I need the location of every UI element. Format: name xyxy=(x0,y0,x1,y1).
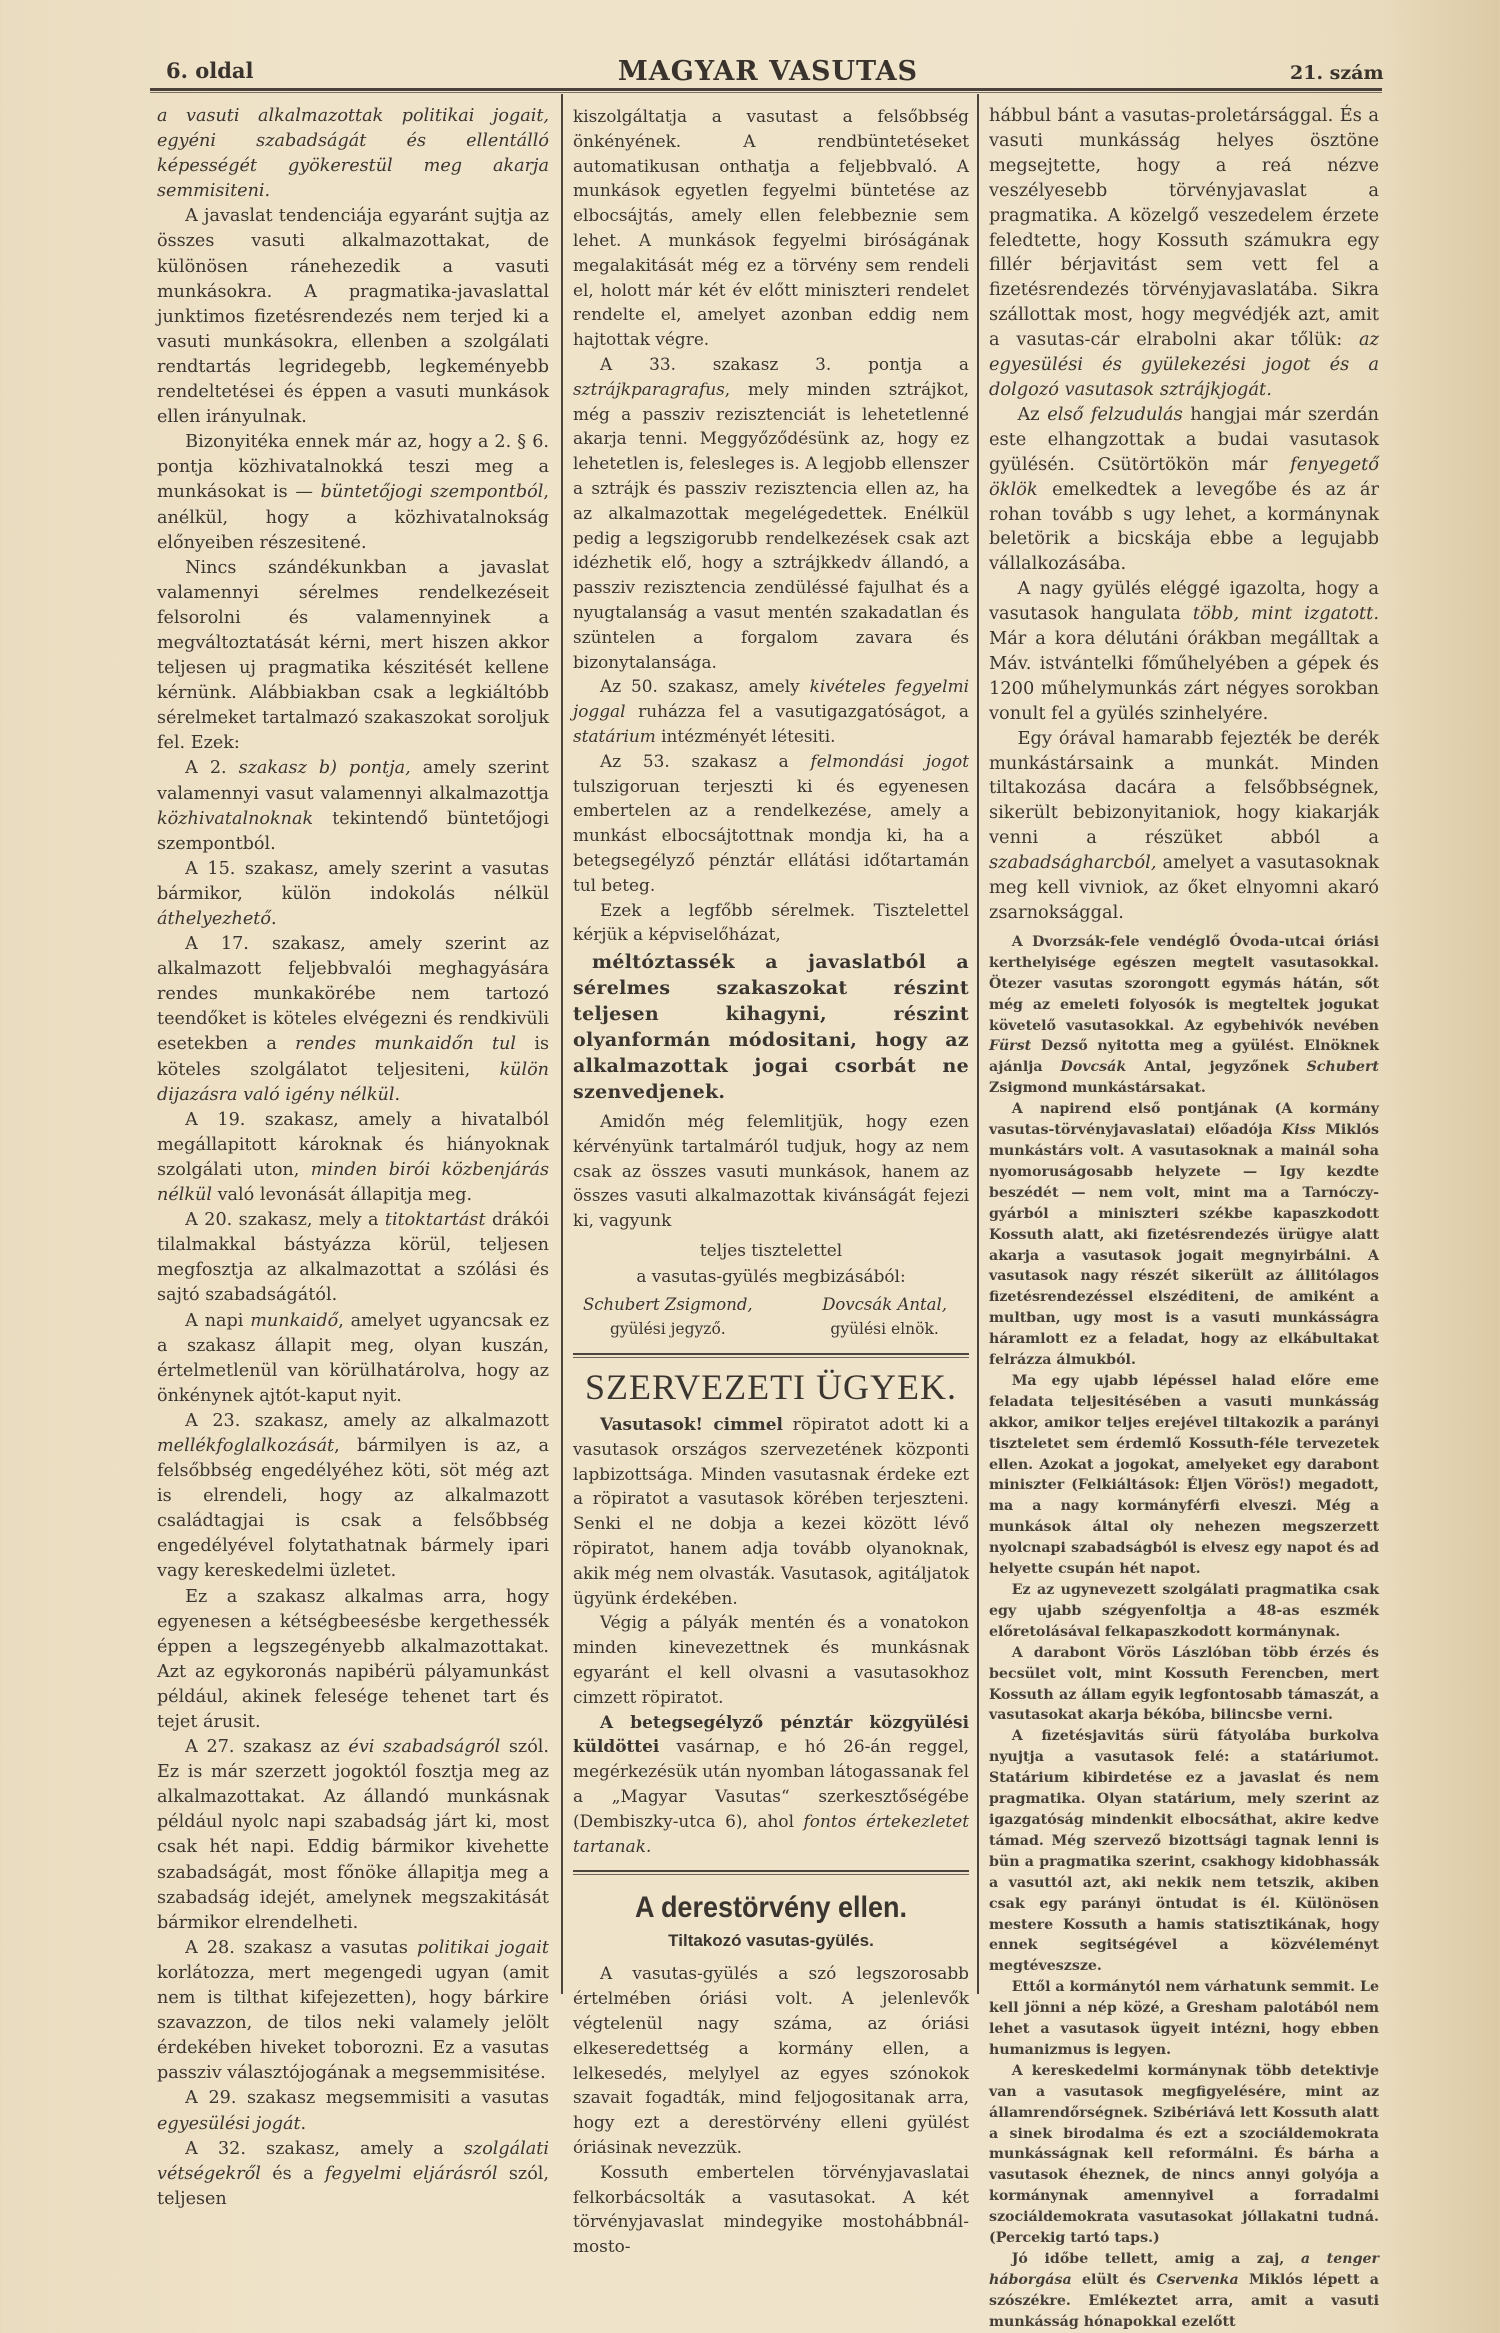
text-run: drákói tilalmakkal bástyázza körül, teljesen megfosztja az alkalmazottat a szólási és sajtó szabadságától. xyxy=(157,1210,549,1306)
signature xyxy=(583,1293,753,1341)
text-run: A 15. szakasz, amely szerint a vasutas bármikor, külön indokolás nélkül xyxy=(157,858,549,904)
italic-run: külön dijazásra való igény nélkül xyxy=(157,1059,549,1105)
italic-run: több, mint izgatott. xyxy=(1192,603,1379,625)
paragraph xyxy=(989,727,1379,926)
text-run: intézményét létesiti. xyxy=(655,725,836,746)
text-run: Antal, jegyzőnek xyxy=(1126,1059,1307,1076)
italic-run: áthelyezhető xyxy=(157,909,271,929)
text-run: tulszigoruan terjeszti ki és egyenesen embertelen az a rendelkezése, amely a munkást elbocsájtottnak mondja ki, ha a betegsegélyző pénztár ellátási időtartamán tul beteg. xyxy=(573,775,969,895)
section-title-org-matters: SZERVEZETI ÜGYEK. xyxy=(584,1367,958,1408)
italic-run: szolgálati vétségekről xyxy=(157,2138,549,2184)
paragraph xyxy=(157,1936,549,2087)
signature-name: Schubert Zsigmond, xyxy=(583,1295,753,1315)
text-run: korlátozza, mert megengedi ugyan (amit nem is tilthat kifejezetten), hogy bárkire szavazzon, de tilos neki valamely jelölt érdekében hiveket toborozni. Ez a vasutas passziv választójogának a megsemmisitése. xyxy=(157,1962,549,2084)
text-run: A 17. szakasz, amely szerint az alkalmazott feljebbvalói meghagyására rendes munkakörébe nem tartozó teendőket is köteles elvégezni és rendkivüli esetekben a xyxy=(157,934,549,1055)
text-run: Ma egy ujabb lépéssel halad előre eme feladata teljesitésében a vasuti munkásság akkor, amikor teljes erejével tiltakozik a parányi tiszteletet sem érdemlő Kossuth-féle tervezetek ellen. Azokat a jogokat, amelyeket egy darabont miniszter (Felkiáltások: Éljen Vörös!) megadott, ma a nagy kormányférfi elveszi. Még a munkások által oly nehezen megszerzett nyolcnapi szabadságból is elvesz egy napot és ad helyette csupán hét napot. xyxy=(989,1372,1379,1578)
text-run: Dezső nyitotta meg a gyülést. Elnöknek ajánlja xyxy=(989,1038,1379,1076)
text-run: Az xyxy=(1017,403,1048,425)
text-run: szól. Ez is már szerzett jogoktól fosztja meg az alkalmazottakat. Az állandó munkásnak például nyolc napi szabadság járt ki, most csak hét napi. Eddig bármikor kivehette szabadságát, most főnöke állapitja meg a szabadság idejét, amelynek megszakitását bármikor elrendelheti. xyxy=(157,1737,549,1933)
text-run: , mely minden sztrájkot, még a passziv rezisztenciát is lehetetlenné akarja tenni. Meggyőződésünk az, hogy ez lehetetlen is, felesleges is. A legjobb ellenszer a sztrájk és passziv rezisztencia ellen az, ha az alkalmazottak megelégedettek. Enélkül pedig a legszigorubb rendelkezések csak azt idézhetik elő, hogy a sztrájkkedv állandó, a passziv rezisztencia zendüléssé fajulhat és a nyugtalanság a vasut mentén szakadatlan és szüntelen a forgalom zavara és bizonytalansága. xyxy=(573,378,969,672)
text-run: A darabont Vörös Lászlóban több érzés és becsület volt, mint Kossuth Ferencben, mert Kossuth az állam egyik legfontosabb támaszát, a vasutasokat akarja békóba, bilincsbe verni. xyxy=(989,1644,1379,1724)
italic-run: egyesülési jogát xyxy=(157,2113,301,2134)
paragraph xyxy=(157,204,549,430)
org-paragraphs xyxy=(573,1412,969,1858)
italic-run: Kiss xyxy=(1281,1122,1316,1139)
closing-salutation: teljes tisztelettel xyxy=(699,1240,843,1261)
italic-run: fenyegető öklök xyxy=(989,453,1379,500)
paragraph xyxy=(573,949,969,1105)
paragraph xyxy=(573,1961,969,2159)
text-run: elült és xyxy=(1071,2271,1157,2288)
text-run: Miklós lépett a szószékre. Emlékeztet arra, amit a vasuti munkásság hónapokkal ezelőtt xyxy=(989,2271,1379,2330)
column-divider xyxy=(561,94,563,1994)
paragraph xyxy=(157,1208,549,1308)
text-run: való levonását állapitja meg. xyxy=(212,1185,473,1206)
text-run: Kossuth embertelen törvényjavaslatai felkorbácsolták a vasutasokat. A két törvényjavaslat mindegyike mostohábbnál-mosto- xyxy=(573,2161,969,2257)
paragraph xyxy=(157,857,549,932)
text-run: , anélkül, hogy a közhivatalnokság előnyeiben részesitené. xyxy=(157,482,549,553)
text-run: A napirend első pontjának (A kormány vasutas-törvényjavaslatai) előadója xyxy=(989,1101,1379,1139)
paragraph xyxy=(989,1643,1379,1727)
text-run: A Dvorzsák-fele vendéglő Óvoda-utcai óriási kerthelyisége egészen megtelt vasutasokkal. Ötezer vasutas szorongott egymás hátán, sőt még az emeleti folyosók is megteltek jogukat követelő vasutasokkal. Az egybehivók nevében xyxy=(989,933,1379,1034)
italic-run: évi szabadságról xyxy=(348,1737,501,1758)
text-run: , amelyet ugyancsak ez a szakasz állapit meg, olyan kuszán, értelmetlenül van körülhatárolva, hogy az önkénynek ajtót-kaput nyit. xyxy=(157,1310,549,1406)
petition-continuation xyxy=(157,104,549,2212)
paragraph xyxy=(989,577,1379,726)
text-run: A 19. szakasz, amely a hivatalból megállapitott károknak és hiányoknak szolgálati uton, xyxy=(157,1109,549,1180)
italic-run: rendes munkaidőn tul xyxy=(295,1034,517,1055)
paragraph xyxy=(573,898,969,948)
text-run: Jó időbe tellett, amig a zaj, xyxy=(1011,2251,1301,2267)
italic-run: az egyesülési és gyülekezési jogot és a dolgozó vasutasok sztrájkjogát. xyxy=(989,329,1379,400)
column-2 xyxy=(573,104,969,2259)
masthead: MAGYAR VASUTAS xyxy=(617,56,919,87)
text-run: Az 50. szakasz, amely xyxy=(600,676,810,697)
text-run: Ez a szakasz alkalmas arra, hogy egyenesen a kétségbeesésbe kergethessék éppen a legszegényebb alkalmazottakat. Azt az egykoronás napibérü pályamunkást például, akinek felesége tehenet tart és tejet árusit. xyxy=(157,1586,549,1732)
paragraph xyxy=(989,2061,1379,2249)
text-run: A javaslat tendenciája egyaránt sujtja az összes vasuti alkalmazottakat, de különösen ránehezedik a vasuti munkásokra. A pragmatika-javaslattal junktimos fizetésrendezés nem terjed ki a vasuti munkásokra, ellenben a szolgálati rendtartás legridegebb, legkeményebb rendeltetései és éppen a vasuti munkások ellen irányulnak. xyxy=(157,206,549,428)
text-run: . xyxy=(300,2113,307,2134)
italic-run: titoktartást xyxy=(384,1210,486,1231)
column-divider xyxy=(977,94,979,1994)
text-run: és a xyxy=(260,2163,326,2184)
text-run: röpiratot adott ki a vasutasok országos szervezetének központi lapbizottsága. Minden vasutasnak érdeke ezt a röpiratot a vasutasok körében terjeszteni. Senki el ne dobja a kezei között lévő röpiratot, hanem adja tovább olyanoknak, akik még nem olvasták. Vasutasok, agitáljatok ügyünk érdekében. xyxy=(573,1414,970,1608)
text-run: A 28. szakasz a vasutas xyxy=(185,1937,417,1958)
italic-run: mellékfoglalkozását xyxy=(157,1435,335,1456)
text-run: A 2. xyxy=(185,758,239,779)
paragraph xyxy=(573,1710,969,1859)
paragraph xyxy=(157,1735,549,1936)
text-run: méltóztassék a javaslatból a sérelmes szakaszokat részint teljesen kihagyni, részint olyanformán módositani, hogy az alkalmazottak jogai csorbát ne szenvedjenek. xyxy=(573,951,969,1104)
text-run: Az 53. szakasz a xyxy=(600,750,811,771)
text-run: A vasutas-gyülés a szó legszorosabb értelmében óriási volt. A jelenlevők végtelenül nagy száma, az óriási elkeseredettség a kormány ellen, a lelkesedés, melylyel az egyes szónokok szavait fogadták, mind feljogositanak arra, hogy ezt a derestörvény elleni gyülést óriásinak nevezzük. xyxy=(573,1963,969,2157)
text-run: A fizetésjavitás sürü fátyolába burkolva nyujtja a vasutasok felé: a statáriumot. Statárium kibirdetése ez a javaslat és nem pragmatika. Olyan statárium, mely szerint az igazgatóság mindenkit elbocsáthat, akire kedve támad. Még szervező bizottsági tagnak lenni is bün a pragmatika szerint, csakhogy kidobhassák a vasuttól azt, aki nekik nem tetszik, akiben csak egy parányi öntudat is él. Különösen mestere Kossuth a hamis statisztikának, hogy ennek segitségével a közvéleményt megtéveszsze. xyxy=(989,1728,1379,1975)
paragraph xyxy=(573,1109,969,1233)
text-run: , bármilyen is az, a felsőbbség engedélyéhez köti, söt még azt is elrendeli, hogy az alkalmazott családtagjai is csak a felsőbbség engedélyével folytathatnak bármely ipari vagy kereskedelmi üzletet. xyxy=(157,1435,549,1582)
text-run: hangjai már szerdán este elhangzottak a budai vasutasok gyülésén. Csütörtökön már xyxy=(989,403,1379,475)
text-run: A 20. szakasz, mely a xyxy=(185,1210,385,1231)
paragraph xyxy=(157,2086,549,2136)
signatures xyxy=(573,1289,969,1341)
text-run: . xyxy=(394,1084,401,1105)
text-run: Miklós munkástárs volt. A vasutasoknak a mainál soha nyomoruságosabb helyzete — Igy kezdte beszédét — nem volt, mint ma a Tarnóczy-gyárból a miniszteri székbe kapaszkodott Kossuth alatt, aki fizetésrendezés ürügye alatt akarja a vasutasok jogait megnyirbálni. A vasutasok nagy részét sikerült az állitólagos fizetésrendezéssel elszéditeni, de amiként a multban, ugy most is a vasuti munkásságra háramlott ez a feladat, hogy az elkábultakat felrázza álmukból. xyxy=(989,1122,1379,1369)
text-run: ruházza fel a vasutigazgatóságot, a xyxy=(625,701,969,722)
text-run: Végig a pályák mentén és a vonatokon minden kinevezettnek és munkásnak egyaránt el kell olvasni a vasutasokhoz cimzett röpiratot. xyxy=(573,1612,969,1707)
text-run: A nagy gyülés eléggé igazolta, hogy a vasutasok hangulata xyxy=(989,578,1379,625)
italic-run: sztrájkparagrafus xyxy=(573,378,725,399)
text-run: Ettől a kormánytól nem várhatunk semmit. Le kell jönni a nép közé, a Gresham palotából nem lehet a vasutasok ügyeit intézni, hogy ebben humanizmus is legyen. xyxy=(989,1979,1379,2058)
paragraph xyxy=(989,1726,1379,1977)
issue-number: 21. szám xyxy=(1290,62,1384,84)
text-run: A 33. szakasz 3. pontja a xyxy=(600,353,969,374)
paragraph xyxy=(157,556,549,757)
petition-closing xyxy=(573,1237,969,1289)
text-run: amelyet a vasutasoknak meg kell vivniok, az őket elnyomni akaró zsarnoksággal. xyxy=(989,852,1379,923)
text-run: kiszolgáltatja a vasutast a felsőbbség önkényének. A rendbüntetéseket automatikusan onthatja a feljebbvaló. A munkások egyetlen fegyelmi büntetése az elbocsájtás, amely ellen felebbeznie sem lehet. A munkások fegyelmi biróságának megalakitását még ez a törvény sem rendeli el, holott már két év előtt miniszteri rendelet rendelte el, amelyet azonban eddig nem hajtottak végre. xyxy=(573,106,969,350)
petition-demand xyxy=(573,949,969,1105)
section-rule xyxy=(573,1870,969,1875)
signature xyxy=(822,1293,947,1341)
paragraph xyxy=(157,932,549,1108)
text-run: hábbul bánt a vasutas-proletársággal. És a vasuti munkásság helyes ösztöne megsejtette, hogy a reá nézve veszélyesebb törvényjavaslat a pragmatika. A közelgő veszedelem érzete feledtette, hogy Kossuth számukra egy fillér bérjavitást sem vett fel a fizetésrendezés törvényjavaslatába. Sikra szállottak most, hogy megvédjék azt, amit a vasutas-cár elrabolni akar tőlük: xyxy=(989,105,1379,351)
paragraph xyxy=(573,352,969,674)
paragraph xyxy=(989,104,1379,403)
italic-run: közhivatalnoknak xyxy=(157,808,314,829)
text-run: A 29. szakasz megsemmisiti a vasutas xyxy=(185,2088,549,2109)
italic-run: Fürst xyxy=(989,1038,1032,1055)
signature-name: Dovcsák Antal, xyxy=(822,1295,947,1315)
paragraph xyxy=(989,932,1379,1099)
text-run: szól, teljesen xyxy=(157,2163,549,2209)
italic-run: Dovcsák xyxy=(1060,1059,1127,1076)
text-run: tekintendő büntetőjogi szempontból. xyxy=(157,808,549,854)
paragraph xyxy=(989,1580,1379,1643)
paragraph xyxy=(573,2160,969,2259)
paragraph xyxy=(157,756,549,856)
header-rule xyxy=(150,88,1382,93)
text-run: Zsigmond munkástársakat. xyxy=(989,1080,1206,1097)
text-run: A napi xyxy=(185,1310,251,1331)
signature-role: gyülési jegyző. xyxy=(609,1320,726,1339)
paragraph xyxy=(989,1977,1379,2061)
italic-run: büntetőjogi szempontból xyxy=(320,482,544,503)
text-run: Ez az ugynevezett szolgálati pragmatika csak egy ujabb szégyenfoltja a 48-as eszmék előretolásával felkapaszkodott kormánynak. xyxy=(989,1582,1379,1640)
section-rule xyxy=(573,1353,969,1358)
paragraph xyxy=(989,1099,1379,1371)
article-paragraphs xyxy=(573,1961,969,2259)
text-run: Bizonyitéka ennek már az, hogy a 2. § 6. pontja közhivatalnokká teszi meg a munkásokat is — xyxy=(157,432,549,503)
article-continuation xyxy=(989,104,1379,926)
article-title: A derestörvény ellen. xyxy=(634,1891,908,1925)
paragraph xyxy=(573,1412,969,1610)
text-run: A 32. szakasz, amely a xyxy=(185,2138,464,2159)
italic-run: politikai jogait xyxy=(416,1937,549,1958)
text-run: . xyxy=(270,909,277,929)
paragraph xyxy=(573,1610,969,1709)
text-run: A 27. szakasz az xyxy=(185,1737,349,1758)
paragraph xyxy=(157,1585,549,1736)
paragraph xyxy=(157,1309,549,1409)
text-run: Nincs szándékunkban a javaslat valamennyi sérelmes rendelkezéseit felsorolni és valamennyinek a megváltoztatását kérni, mert hiszen akkor teljesen uj pragmatika készitését kellene kérnünk. Alábbiakban csak a legkiáltóbb sérelmeket tartalmazó szakaszokat soroljuk fel. Ezek: xyxy=(157,557,549,754)
italic-run: Cservenka xyxy=(1156,2271,1239,2288)
italic-run: statárium xyxy=(573,725,656,746)
paragraph xyxy=(989,403,1379,577)
italic-run: kivételes fegyelmi joggal xyxy=(573,676,969,722)
page-number: 6. oldal xyxy=(166,58,254,83)
text-run: vasárnap, e hó 26-án reggel, megérkezésük után nyomban látogassanak fel a „Magyar Vasutas“ szerkesztőségébe (Dembiszky-utca 6), ahol xyxy=(573,1736,969,1831)
column-1 xyxy=(157,104,549,2212)
italic-run: felmondási jogot xyxy=(810,750,969,771)
article-subtitle: Tiltakozó vasutas-gyülés. xyxy=(668,1931,874,1951)
petition-final-paragraph xyxy=(573,1109,969,1233)
petition-paragraphs xyxy=(573,104,969,947)
paragraph xyxy=(157,1108,549,1208)
paragraph xyxy=(573,674,969,748)
paragraph xyxy=(573,104,969,352)
paragraph xyxy=(157,430,549,555)
italic-run: Schubert xyxy=(1306,1059,1379,1076)
bold-run: A betegsegélyző pénztár közgyülési küldöttei xyxy=(573,1711,969,1757)
bold-run: Vasutasok! cimmel xyxy=(600,1414,783,1435)
paragraph xyxy=(573,749,969,898)
italic-run: a tenger háborgása xyxy=(989,2251,1379,2288)
text-run: Egy órával hamarabb fejezték be derék munkástársaink a munkát. Minden tiltakozása dacára a felsőbbségnek, sikerült bebizonyitaniok, hogy kiakarják venni a részüket abból a xyxy=(989,727,1379,849)
text-run: amely szerint valamennyi vasut valamennyi alkalmazottja xyxy=(157,758,549,804)
meeting-report xyxy=(989,932,1379,2333)
paragraph xyxy=(989,2249,1379,2333)
paragraph xyxy=(157,2137,549,2212)
italic-run: fegyelmi eljárásról xyxy=(325,2163,498,2184)
paragraph xyxy=(989,1371,1379,1580)
text-run: A kereskedelmi kormánynak több detektivje van a vasutasok megfigyelésére, mint az államrendőrségnek. Szibériává lett Kossuth alatt a sinek birodalma és ezt a szociáldemokrata munkásságnak kell reformálni. És bárha a vasutasok éheznek, de nincs annyi golyója a kormánynak amennyivel a forradalmi szociáldemokrata vasutasokat jóllakatni tudná. (Percekig tartó taps.) xyxy=(989,2062,1379,2247)
text-run: is köteles szolgálatot teljesiteni, xyxy=(157,1034,549,1080)
italic-run: szabadságharcból, xyxy=(989,852,1157,874)
column-3 xyxy=(989,104,1379,2333)
text-run: emelkedtek a levegőbe és az ár rohan tovább s ugy lehet, a kormánynak beletörik a bicskája ebbe a legujabb vállalkozásába. xyxy=(989,478,1379,575)
paragraph xyxy=(157,104,549,204)
signature-role: gyülési elnök. xyxy=(830,1320,939,1339)
italic-run: fontos értekezletet tartanak. xyxy=(573,1810,969,1856)
italic-run: szakasz b) pontja, xyxy=(238,758,411,779)
text-run: A 23. szakasz, amely az alkalmazott xyxy=(185,1410,549,1431)
italic-run: a vasuti alkalmazottak politikai jogait, egyéni szabadságát és ellentálló képességét gyökerestül meg akarja semmisiteni. xyxy=(157,106,549,202)
italic-run: minden birói közbenjárás nélkül xyxy=(157,1159,549,1206)
text-run: Amidőn még felemlitjük, hogy ezen kérvényünk tartalmáról tudjuk, hogy az nem csak az összes vasuti munkások, hanem az összes vasuti alkalmazottak kivánságát fejezi ki, vagyunk xyxy=(573,1111,969,1231)
text-run: Ezek a legfőbb sérelmek. Tisztelettel kérjük a képviselőházat, xyxy=(573,899,969,945)
paragraph xyxy=(157,1409,549,1585)
closing-mandate: a vasutas-gyülés megbizásából: xyxy=(636,1266,906,1287)
text-run: Már a kora délutáni órákban megálltak a Máv. istvántelki főműhelyében a gépek és 1200 műhelymunkás zárt négyes sorokban vonult fel a gyülés szinhelyére. xyxy=(989,628,1379,724)
italic-run: munkaidő xyxy=(250,1310,339,1331)
italic-run: első felzudulás xyxy=(1047,403,1183,425)
